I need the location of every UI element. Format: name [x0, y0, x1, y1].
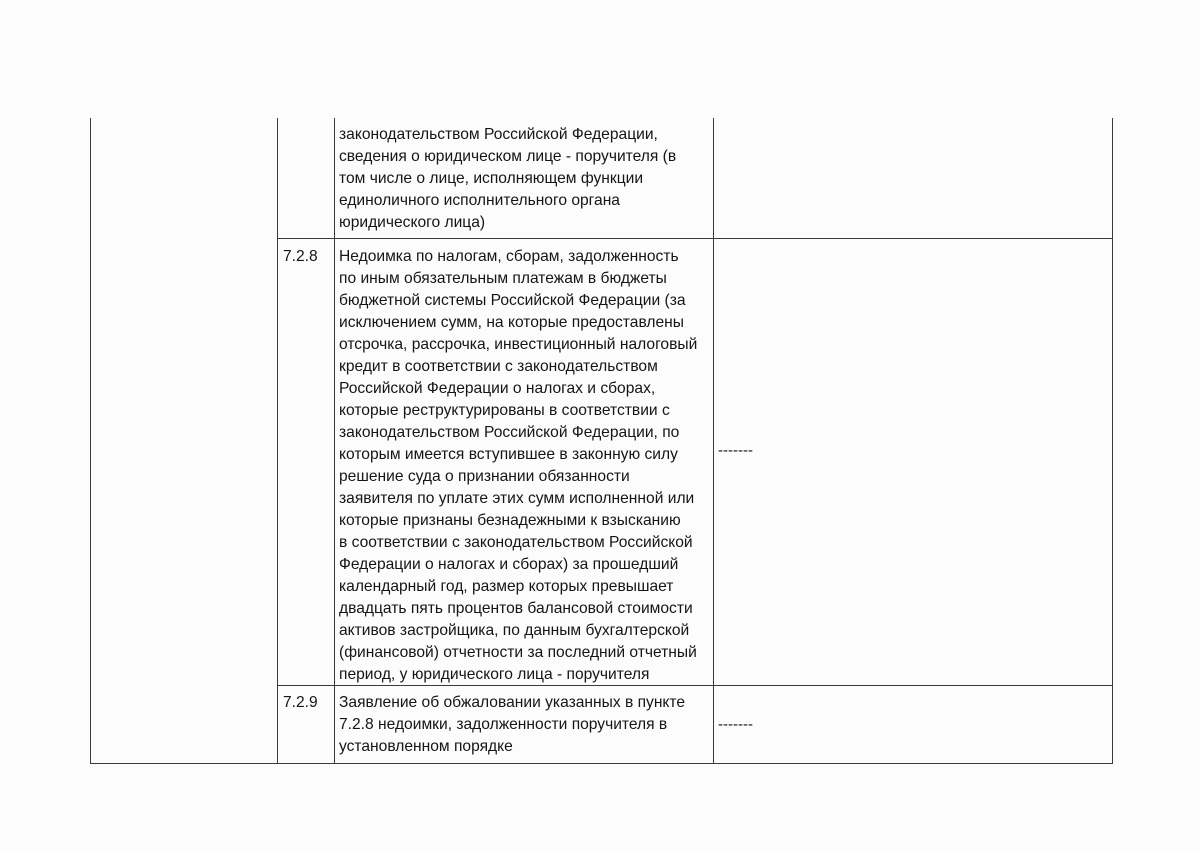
row-728-line-19: (финансовой) отчетности за последний отчетный [339, 644, 697, 661]
row-728-line-1: Недоимка по налогам, сборам, задолженность [339, 248, 679, 265]
row-728-line-20: период, у юридического лица - поручителя [339, 666, 650, 683]
row-728-line-5: отсрочка, рассрочка, инвестиционный налоговый [339, 336, 698, 353]
table-border-right [1112, 118, 1113, 764]
row-728-line-6: кредит в соответствии с законодательством [339, 358, 658, 375]
row-number: 7.2.8 [283, 248, 318, 265]
row-728-line-16: календарный год, размер которых превышает [339, 578, 674, 595]
row-number: 7.2.9 [283, 694, 318, 711]
row-728-line-17: двадцать пять процентов балансовой стоимости [339, 600, 693, 617]
row-728-value: ------- [718, 442, 753, 459]
row-728-line-10: которым имеется вступившее в законную силу [339, 446, 678, 463]
table-border-left [90, 118, 91, 764]
row-728-line-2: по иным обязательным платежам в бюджеты [339, 270, 667, 287]
row-728-line-15: Федерации о налогах и сборах) за прошедший [339, 556, 679, 573]
row-728-line-18: активов застройщика, по данным бухгалтерской [339, 622, 690, 639]
row-729-line-1: Заявление об обжаловании указанных в пункте [339, 694, 686, 711]
row-728-line-13: которые признаны безнадежными к взысканию [339, 512, 681, 529]
table-border-bottom [90, 763, 1113, 764]
table-column-divider-3 [713, 118, 714, 764]
row-continuation-line-4: единоличного исполнительного органа [339, 192, 620, 209]
row-728-line-8: которые реструктурированы в соответствии с [339, 402, 670, 419]
table-column-divider-1 [277, 118, 278, 764]
row-728-line-7: Российской Федерации о налогах и сборах, [339, 380, 656, 397]
row-continuation-line-1: законодательством Российской Федерации, [339, 126, 658, 143]
row-continuation-line-5: юридического лица) [339, 214, 486, 231]
table-row-divider-1 [277, 238, 1113, 239]
row-728-line-9: законодательством Российской Федерации, по [339, 424, 680, 441]
row-728-line-14: в соответствии с законодательством Российской [339, 534, 693, 551]
row-729-value: ------- [718, 716, 753, 733]
row-continuation-line-3: том числе о лице, исполняющем функции [339, 170, 644, 187]
row-729-line-2: 7.2.8 недоимки, задолженности поручителя в [339, 716, 668, 733]
row-728-line-4: исключением сумм, на которые предоставлены [339, 314, 684, 331]
row-continuation-line-2: сведения о юридическом лице - поручителя (в [339, 148, 677, 165]
row-729-line-3: установленном порядке [339, 738, 513, 755]
row-728-line-12: заявителя по уплате этих сумм исполненной или [339, 490, 695, 507]
table-column-divider-2 [334, 118, 335, 764]
row-728-line-3: бюджетной системы Российской Федерации (за [339, 292, 686, 309]
row-728-line-11: решение суда о признании обязанности [339, 468, 630, 485]
